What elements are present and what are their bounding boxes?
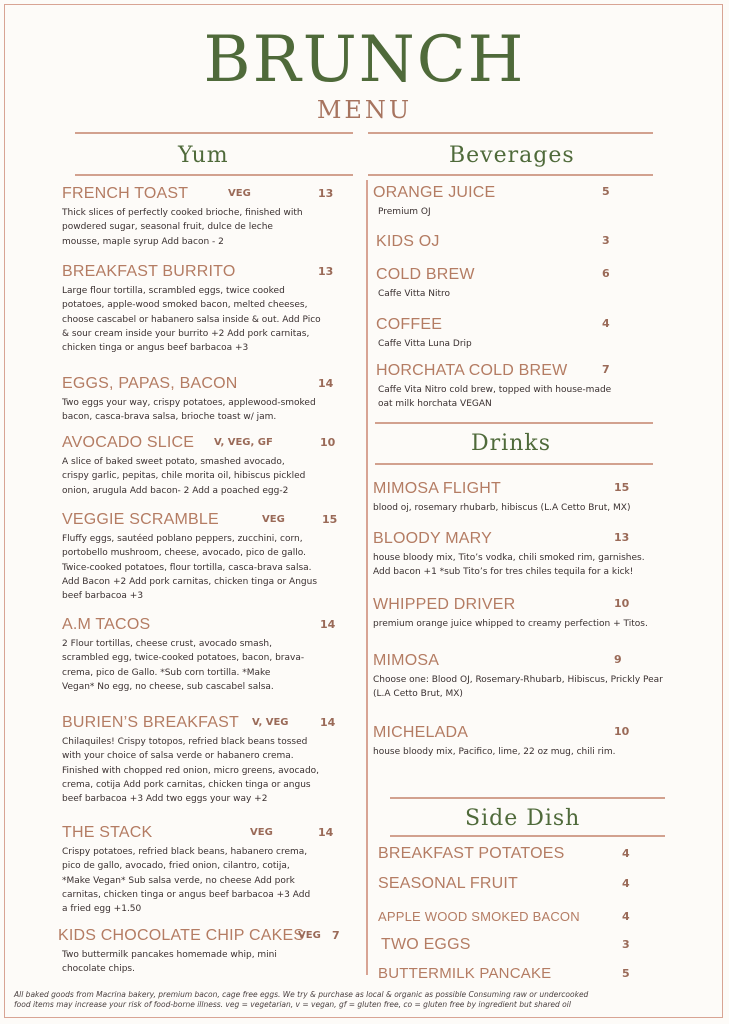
item-name: BLOODY MARY [373, 530, 492, 547]
item-description: Thick slices of perfectly cooked brioche, finished with [62, 208, 303, 218]
item-description: Twice-cooked potatoes, flour tortilla, casca-brava salsa. [62, 562, 312, 573]
item-description: Choose one: Blood OJ, Rosemary-Rhubarb, Hibiscus, Prickly Pear [373, 675, 663, 685]
item-tag: VEG [298, 930, 321, 941]
item-name: FRENCH TOAST [62, 185, 189, 202]
item-price: 4 [622, 910, 630, 923]
item-description: Two eggs your way, crispy potatoes, applewood-smoked [62, 398, 316, 408]
item-name: THE STACK [62, 824, 153, 841]
item-tag: V, VEG, GF [214, 437, 273, 448]
item-name: A.M TACOS [62, 616, 151, 633]
item-description: Finished with chopped red onion, micro greens, avocado, [62, 765, 320, 776]
item-price: 10 [320, 436, 336, 449]
item-name: TWO EGGS [381, 936, 471, 953]
item-price: 14 [320, 716, 336, 729]
column-divider [366, 180, 368, 975]
item-name: COFFEE [376, 316, 443, 333]
item-tag: VEG [228, 188, 251, 199]
section-title-beverages: Beverages [449, 143, 575, 168]
item-description: Add Bacon +2 Add pork carnitas, chicken tinga or Angus [62, 576, 318, 587]
item-description: 2 Flour tortillas, cheese crust, avocado smash, [62, 639, 272, 649]
item-description: a fried egg +1.50 [62, 904, 142, 915]
item-name: HORCHATA COLD BREW [376, 362, 568, 379]
footer-note [14, 990, 714, 1010]
item-description: Two buttermilk pancakes homemade whip, mini [62, 950, 277, 960]
item-name: BURIEN’S BREAKFAST [62, 714, 239, 731]
item-description: A slice of baked sweet potato, smashed avocado, [62, 457, 285, 467]
item-price: 14 [320, 618, 336, 631]
menu-title: BRUNCH [203, 23, 526, 97]
item-description: house bloody mix, Pacifico, lime, 22 oz mug, chili rim. [373, 747, 616, 757]
item-price: 10 [614, 597, 630, 610]
item-price: 9 [614, 653, 622, 666]
item-price: 3 [602, 234, 610, 247]
item-description: blood oj, rosemary rhubarb, hibiscus (L.A Cetto Brut, MX) [373, 503, 631, 513]
item-description: beef barbacoa +3 [62, 591, 144, 602]
item-name: BREAKFAST BURRITO [62, 263, 236, 280]
item-price: 14 [318, 377, 334, 390]
item-description: *Make Vegan* Sub salsa verde, no cheese Add pork [62, 875, 295, 886]
item-description: chicken tinga or angus beef barbacoa +3 [62, 343, 249, 354]
section-title-drinks: Drinks [471, 431, 551, 456]
item-tag: VEG [262, 514, 285, 525]
item-price: 4 [622, 877, 630, 890]
item-name: SEASONAL FRUIT [378, 875, 519, 892]
item-description: Caffe Vita Nitro cold brew, topped with house-made [378, 385, 612, 395]
item-description: house bloody mix, Tito’s vodka, chili smoked rim, garnishes. [373, 553, 645, 563]
item-description: crema, cotija Add pork carnitas, chicken tinga or angus [62, 779, 311, 790]
item-name: VEGGIE SCRAMBLE [62, 511, 219, 528]
section-title-side-dish: Side Dish [465, 806, 581, 831]
divider [75, 174, 353, 176]
item-description: portobello mushroom, cheese, avocado, pico de gallo. [62, 548, 306, 559]
item-description: premium orange juice whipped to creamy perfection + Titos. [373, 619, 648, 629]
item-name: MIMOSA [373, 652, 440, 669]
divider [368, 132, 653, 134]
item-description: crispy garlic, pepitas, chile morita oil, hibiscus pickled [62, 471, 306, 482]
item-description: Vegan* No egg, no cheese, sub cascabel salsa. [62, 681, 274, 692]
item-description: (L.A Cetto Brut, MX) [373, 689, 463, 699]
item-description: bacon, casca-brava salsa, brioche toast w/ jam. [62, 412, 277, 423]
item-description: Chilaquiles! Crispy totopos, refried black beans tossed [62, 737, 308, 747]
item-price: 15 [322, 513, 338, 526]
item-description: mousse, maple syrup Add bacon - 2 [62, 236, 224, 247]
item-tag: V, VEG [252, 717, 289, 728]
item-name: COLD BREW [376, 266, 475, 283]
item-description: Caffe Vitta Luna Drip [378, 339, 472, 349]
divider [390, 835, 665, 837]
divider [368, 174, 653, 176]
item-description: onion, arugula Add bacon- 2 Add a poached egg-2 [62, 485, 289, 496]
item-tag: VEG [250, 827, 273, 838]
item-price: 5 [602, 185, 610, 198]
item-price: 3 [622, 938, 630, 951]
item-description: chocolate chips. [62, 964, 135, 975]
item-description: powdered sugar, seasonal fruit, dulce de leche [62, 222, 273, 233]
item-description: choose cascabel or habanero salsa inside & out. Add Pico [62, 314, 321, 325]
item-price: 15 [614, 481, 630, 494]
item-description: Crispy potatoes, refried black beans, habanero crema, [62, 847, 308, 857]
item-name: BUTTERMILK PANCAKE [378, 965, 552, 982]
divider [75, 132, 353, 134]
item-description: & sour cream inside your burrito +2 Add pork carnitas, [62, 328, 310, 339]
menu-subtitle: MENU [316, 96, 413, 124]
item-name: KIDS OJ [376, 233, 440, 250]
item-price: 13 [318, 265, 334, 278]
item-description: pico de gallo, avocado, fried onion, cilantro, cotija, [62, 861, 290, 872]
item-name: ORANGE JUICE [373, 184, 496, 201]
item-price: 10 [614, 725, 630, 738]
item-description: Add bacon +1 *sub Tito’s for tres chiles tequila for a kick! [373, 567, 634, 577]
item-description: crema, pico de Gallo. *Sub corn tortilla. *Make [62, 667, 271, 678]
item-description: Fluffy eggs, sautéed poblano peppers, zucchini, corn, [62, 534, 303, 544]
item-description: potatoes, apple-wood smoked bacon, melted cheeses, [62, 300, 308, 311]
item-price: 14 [318, 826, 334, 839]
item-name: MIMOSA FLIGHT [373, 480, 501, 497]
divider [390, 797, 665, 799]
item-name: MICHELADA [373, 724, 469, 741]
item-name: KIDS CHOCOLATE CHIP CAKES [58, 927, 305, 944]
item-description: with your choice of salsa verde or habanero crema. [62, 751, 294, 762]
item-name: APPLE WOOD SMOKED BACON [378, 909, 580, 924]
item-description: carnitas, chicken tinga or angus beef barbacoa +3 Add [62, 889, 311, 900]
item-price: 13 [614, 531, 630, 544]
item-description: Premium OJ [378, 207, 431, 217]
item-price: 7 [602, 363, 610, 376]
footer-line: food items may increase your risk of food-borne illness. veg = vegetarian, v = vegan, gf = gluten free, co = gluten free by ingredient but shared oil [14, 1000, 571, 1009]
item-price: 13 [318, 187, 334, 200]
item-name: WHIPPED DRIVER [373, 596, 516, 613]
item-price: 6 [602, 267, 610, 280]
divider [375, 463, 653, 465]
item-description: Caffe Vitta Nitro [378, 289, 451, 299]
item-name: AVOCADO SLICE [62, 434, 195, 451]
item-price: 5 [622, 967, 630, 980]
item-description: Large flour tortilla, scrambled eggs, twice cooked [62, 286, 285, 296]
divider [375, 422, 653, 424]
item-description: beef barbacoa +3 Add two eggs your way +2 [62, 794, 268, 805]
section-title-yum: Yum [178, 143, 229, 168]
item-description: scrambled egg, twice-cooked potatoes, bacon, brava- [62, 653, 305, 664]
item-price: 4 [622, 847, 630, 860]
item-name: BREAKFAST POTATOES [378, 845, 565, 862]
item-price: 7 [332, 929, 340, 942]
item-description: oat milk horchata VEGAN [378, 399, 492, 409]
item-price: 4 [602, 317, 610, 330]
footer-line: All baked goods from Macrina bakery, premium bacon, cage free eggs. We try & purchase as local & organic as possible Consuming raw or undercooked [14, 990, 589, 999]
item-name: EGGS, PAPAS, BACON [62, 375, 238, 392]
